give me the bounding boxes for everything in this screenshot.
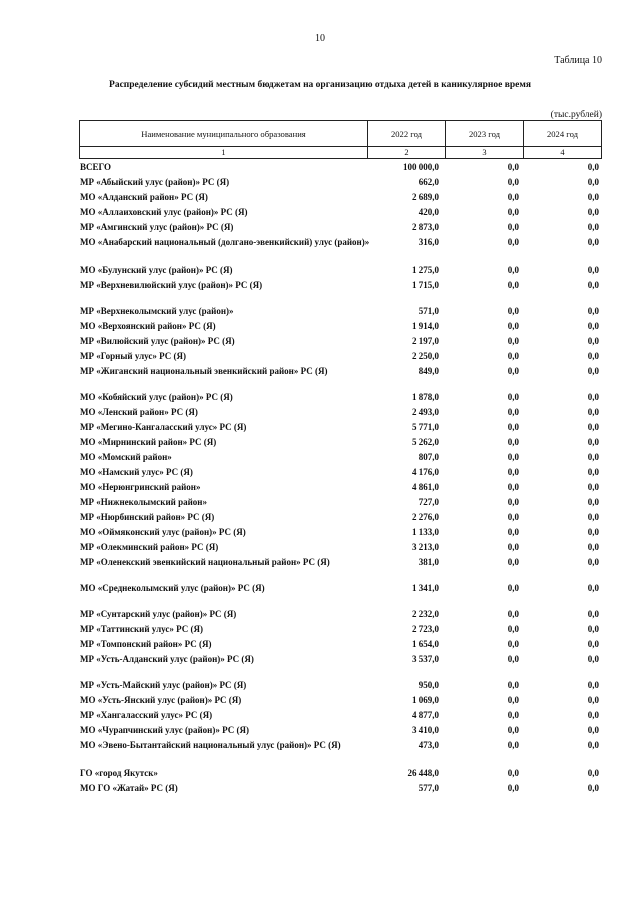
row-value-2023: 0,0 — [507, 207, 519, 217]
row-value-2023: 0,0 — [507, 609, 519, 619]
row-value-2024: 0,0 — [587, 639, 599, 649]
row-value-2022: 3 537,0 — [412, 654, 439, 664]
row-value-2022: 100 000,0 — [403, 162, 439, 172]
row-value-2024: 0,0 — [587, 207, 599, 217]
column-number-2: 2 — [368, 147, 446, 159]
row-value-2022: 662,0 — [418, 177, 439, 187]
row-value-2023: 0,0 — [507, 557, 519, 567]
column-number-4: 4 — [524, 147, 602, 159]
row-value-2023: 0,0 — [507, 351, 519, 361]
row-name: МР «Хангаласский улус» РС (Я) — [80, 710, 213, 720]
row-value-2024: 0,0 — [587, 351, 599, 361]
row-name: ВСЕГО — [80, 162, 112, 172]
page-number: 10 — [315, 33, 325, 44]
row-value-2024: 0,0 — [587, 280, 599, 290]
row-name: МО «Алданский район» РС (Я) — [80, 192, 208, 202]
row-value-2023: 0,0 — [507, 422, 519, 432]
row-name: МО «Среднеколымский улус (район)» РС (Я) — [80, 583, 265, 593]
row-name: МО «Ленский район» РС (Я) — [80, 407, 198, 417]
row-value-2024: 0,0 — [587, 557, 599, 567]
row-value-2022: 950,0 — [418, 680, 439, 690]
row-value-2024: 0,0 — [587, 680, 599, 690]
row-name: МО «Нерюнгринский район» — [80, 482, 201, 492]
row-value-2023: 0,0 — [507, 407, 519, 417]
row-name: МР «Оленекский эвенкийский национальный район» РС (Я) — [80, 557, 330, 567]
row-value-2024: 0,0 — [587, 497, 599, 507]
row-value-2023: 0,0 — [507, 467, 519, 477]
row-value-2023: 0,0 — [507, 482, 519, 492]
row-value-2022: 26 448,0 — [407, 768, 439, 778]
row-value-2023: 0,0 — [507, 654, 519, 664]
document-title: Распределение субсидий местным бюджетам на организацию отдыха детей в каникулярное время — [109, 80, 531, 90]
row-value-2022: 2 197,0 — [412, 336, 439, 346]
row-value-2022: 1 341,0 — [412, 583, 439, 593]
row-value-2023: 0,0 — [507, 527, 519, 537]
row-value-2024: 0,0 — [587, 740, 599, 750]
row-name: МР «Усть-Майский улус (район)» РС (Я) — [80, 680, 247, 690]
row-value-2022: 5 771,0 — [412, 422, 439, 432]
row-value-2022: 577,0 — [418, 783, 439, 793]
row-name: МО «Мирнинский район» РС (Я) — [80, 437, 217, 447]
row-name: МР «Жиганский национальный эвенкийский район» РС (Я) — [80, 366, 328, 376]
row-value-2023: 0,0 — [507, 192, 519, 202]
row-value-2023: 0,0 — [507, 366, 519, 376]
row-value-2022: 807,0 — [418, 452, 439, 462]
row-name: МР «Сунтарский улус (район)» РС (Я) — [80, 609, 237, 619]
row-value-2024: 0,0 — [587, 725, 599, 735]
row-name: МО «Усть-Янский улус (район)» РС (Я) — [80, 695, 242, 705]
row-name: МР «Олекминский район» РС (Я) — [80, 542, 219, 552]
row-name: МО «Верхоянский район» РС (Я) — [80, 321, 216, 331]
row-name: МО «Кобяйский улус (район)» РС (Я) — [80, 392, 233, 402]
row-name: МО «Намский улус» РС (Я) — [80, 467, 193, 477]
row-value-2024: 0,0 — [587, 710, 599, 720]
row-value-2023: 0,0 — [507, 783, 519, 793]
row-value-2023: 0,0 — [507, 710, 519, 720]
row-value-2024: 0,0 — [587, 392, 599, 402]
row-name: МР «Мегино-Кангаласский улус» РС (Я) — [80, 422, 247, 432]
row-value-2024: 0,0 — [587, 452, 599, 462]
row-name: МО «Момский район» — [80, 452, 172, 462]
row-value-2022: 316,0 — [418, 237, 439, 247]
row-value-2022: 1 914,0 — [412, 321, 439, 331]
row-value-2022: 473,0 — [418, 740, 439, 750]
row-value-2022: 571,0 — [418, 306, 439, 316]
row-value-2024: 0,0 — [587, 624, 599, 634]
row-value-2024: 0,0 — [587, 654, 599, 664]
row-value-2024: 0,0 — [587, 695, 599, 705]
row-value-2022: 2 276,0 — [412, 512, 439, 522]
row-value-2024: 0,0 — [587, 542, 599, 552]
row-name: МО «Булунский улус (район)» РС (Я) — [80, 265, 233, 275]
row-name: МО «Аллаиховский улус (район)» РС (Я) — [80, 207, 248, 217]
row-value-2023: 0,0 — [507, 639, 519, 649]
row-name: ГО «город Якутск» — [80, 768, 158, 778]
row-value-2023: 0,0 — [507, 280, 519, 290]
row-value-2024: 0,0 — [587, 366, 599, 376]
row-value-2024: 0,0 — [587, 482, 599, 492]
row-name: МР «Верхнеколымский улус (район)» — [80, 306, 234, 316]
row-name: МО «Анабарский национальный (долгано-эвенкийский) улус (район)» — [80, 237, 370, 247]
row-value-2024: 0,0 — [587, 237, 599, 247]
row-name: МР «Абыйский улус (район)» РС (Я) — [80, 177, 230, 187]
row-value-2023: 0,0 — [507, 768, 519, 778]
row-value-2024: 0,0 — [587, 437, 599, 447]
column-number-3: 3 — [446, 147, 524, 159]
row-value-2023: 0,0 — [507, 695, 519, 705]
row-value-2024: 0,0 — [587, 162, 599, 172]
row-value-2023: 0,0 — [507, 497, 519, 507]
row-value-2022: 420,0 — [418, 207, 439, 217]
row-value-2023: 0,0 — [507, 222, 519, 232]
row-value-2022: 5 262,0 — [412, 437, 439, 447]
row-value-2024: 0,0 — [587, 336, 599, 346]
row-name: МР «Вилюйский улус (район)» РС (Я) — [80, 336, 235, 346]
row-value-2023: 0,0 — [507, 177, 519, 187]
row-value-2022: 2 723,0 — [412, 624, 439, 634]
row-value-2022: 1 275,0 — [412, 265, 439, 275]
row-value-2022: 381,0 — [418, 557, 439, 567]
row-value-2022: 1 069,0 — [412, 695, 439, 705]
row-value-2024: 0,0 — [587, 321, 599, 331]
header-2022: 2022 год — [368, 121, 446, 147]
row-value-2023: 0,0 — [507, 740, 519, 750]
row-value-2024: 0,0 — [587, 422, 599, 432]
row-value-2023: 0,0 — [507, 306, 519, 316]
header-name: Наименование муниципального образования — [80, 121, 368, 147]
row-name: МР «Томпонский район» РС (Я) — [80, 639, 212, 649]
row-value-2022: 1 878,0 — [412, 392, 439, 402]
row-value-2023: 0,0 — [507, 265, 519, 275]
row-value-2022: 1 133,0 — [412, 527, 439, 537]
row-value-2024: 0,0 — [587, 527, 599, 537]
header-2023: 2023 год — [446, 121, 524, 147]
row-value-2023: 0,0 — [507, 336, 519, 346]
row-value-2024: 0,0 — [587, 407, 599, 417]
row-name: МР «Амгинский улус (район)» РС (Я) — [80, 222, 234, 232]
row-value-2022: 3 213,0 — [412, 542, 439, 552]
row-name: МО «Эвено-Бытантайский национальный улус (район)» РС (Я) — [80, 740, 341, 750]
row-value-2023: 0,0 — [507, 392, 519, 402]
row-name: МР «Верхневилюйский улус (район)» РС (Я) — [80, 280, 263, 290]
row-value-2022: 4 877,0 — [412, 710, 439, 720]
units-label: (тыс.рублей) — [550, 110, 602, 120]
row-value-2024: 0,0 — [587, 265, 599, 275]
row-value-2024: 0,0 — [587, 177, 599, 187]
table-label: Таблица 10 — [554, 55, 602, 66]
row-value-2024: 0,0 — [587, 467, 599, 477]
row-value-2023: 0,0 — [507, 237, 519, 247]
row-name: МР «Горный улус» РС (Я) — [80, 351, 186, 361]
column-number-1: 1 — [80, 147, 368, 159]
row-value-2022: 4 861,0 — [412, 482, 439, 492]
row-value-2023: 0,0 — [507, 680, 519, 690]
row-value-2024: 0,0 — [587, 306, 599, 316]
row-value-2022: 2 493,0 — [412, 407, 439, 417]
row-value-2023: 0,0 — [507, 624, 519, 634]
row-value-2022: 4 176,0 — [412, 467, 439, 477]
row-value-2023: 0,0 — [507, 321, 519, 331]
row-value-2022: 727,0 — [418, 497, 439, 507]
row-name: МР «Усть-Алданский улус (район)» РС (Я) — [80, 654, 254, 664]
row-value-2022: 1 715,0 — [412, 280, 439, 290]
row-name: МР «Нюрбинский район» РС (Я) — [80, 512, 215, 522]
row-value-2024: 0,0 — [587, 512, 599, 522]
row-value-2024: 0,0 — [587, 192, 599, 202]
row-value-2022: 2 232,0 — [412, 609, 439, 619]
row-value-2023: 0,0 — [507, 583, 519, 593]
row-name: МР «Таттинский улус» РС (Я) — [80, 624, 203, 634]
header-2024: 2024 год — [524, 121, 602, 147]
row-value-2024: 0,0 — [587, 609, 599, 619]
row-name: МО ГО «Жатай» РС (Я) — [80, 783, 178, 793]
row-name: МО «Чурапчинский улус (район)» РС (Я) — [80, 725, 249, 735]
row-value-2022: 2 689,0 — [412, 192, 439, 202]
row-value-2023: 0,0 — [507, 725, 519, 735]
row-value-2022: 2 873,0 — [412, 222, 439, 232]
row-value-2023: 0,0 — [507, 542, 519, 552]
row-value-2022: 1 654,0 — [412, 639, 439, 649]
row-value-2022: 849,0 — [418, 366, 439, 376]
row-name: МР «Нижнеколымский район» — [80, 497, 207, 507]
row-value-2023: 0,0 — [507, 162, 519, 172]
row-value-2024: 0,0 — [587, 783, 599, 793]
row-name: МО «Оймяконский улус (район)» РС (Я) — [80, 527, 246, 537]
row-value-2023: 0,0 — [507, 512, 519, 522]
row-value-2024: 0,0 — [587, 768, 599, 778]
row-value-2024: 0,0 — [587, 583, 599, 593]
row-value-2023: 0,0 — [507, 452, 519, 462]
row-value-2022: 2 250,0 — [412, 351, 439, 361]
row-value-2023: 0,0 — [507, 437, 519, 447]
row-value-2024: 0,0 — [587, 222, 599, 232]
row-value-2022: 3 410,0 — [412, 725, 439, 735]
